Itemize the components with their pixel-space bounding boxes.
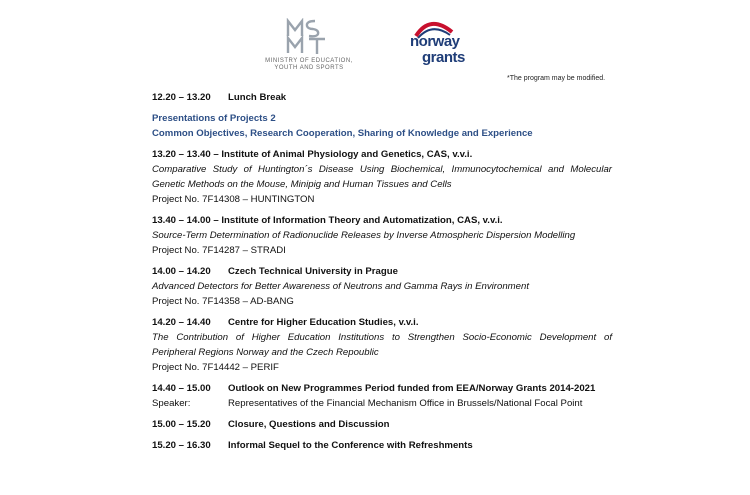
project-3-title: Czech Technical University in Prague <box>228 266 398 277</box>
project-4-heading <box>152 315 612 330</box>
program-content <box>152 90 612 453</box>
project-4-time: 14.20 – 14.40 <box>152 317 211 328</box>
msmt-caption <box>253 58 365 72</box>
project-3-heading <box>152 264 612 279</box>
msmt-caption-line1: MINISTRY OF EDUCATION, <box>265 58 353 64</box>
project-block-3 <box>152 264 612 309</box>
project-2-number: Project No. 7F14287 – STRADI <box>152 245 286 256</box>
project-4-desc-line2: Peripheral Regions Norway and the Czech Repoublic <box>152 347 379 358</box>
outlook-title: Outlook on New Programmes Period funded from EEA/Norway Grants 2014-2021 <box>228 383 596 394</box>
section-heading-2: Common Objectives, Research Cooperation, Sharing of Knowledge and Experience <box>152 128 533 139</box>
project-2-desc-line1: Source-Term Determination of Radionuclide Releases by Inverse Atmospheric Dispersion Modelling <box>152 230 576 241</box>
lunch-time: 12.20 – 13.20 <box>152 92 211 103</box>
norway-word: norway <box>410 33 460 50</box>
project-block-4 <box>152 315 612 375</box>
project-3-number: Project No. 7F14358 – AD-BANG <box>152 296 294 307</box>
closure-row <box>152 417 612 432</box>
project-4-number: Project No. 7F14442 – PERIF <box>152 362 279 373</box>
msmt-mark-icon <box>285 18 333 56</box>
project-1-heading: 13.20 – 13.40 – Institute of Animal Physiology and Genetics, CAS, v.v.i. <box>152 149 473 160</box>
closure-title: Closure, Questions and Discussion <box>228 419 390 430</box>
outlook-time: 14.40 – 15.00 <box>152 383 211 394</box>
project-3-desc-line1: Advanced Detectors for Better Awareness of Neutrons and Gamma Rays in Environment <box>152 281 529 292</box>
section-heading-1: Presentations of Projects 2 <box>152 113 276 124</box>
norway-grants-logo <box>402 18 482 68</box>
project-4-desc-line1: The Contribution of Higher Education Institutions to Strengthen Socio-Economic Development of <box>152 332 612 343</box>
project-1-desc-line2: Genetic Methods on the Mouse, Minipig and Human Tissues and Cells <box>152 179 452 190</box>
closure-time: 15.00 – 15.20 <box>152 419 211 430</box>
msmt-logo <box>253 18 365 74</box>
project-1-desc-line1: Comparative Study of Huntington´s Disease Using Biochemical, Immunocytochemical and Molecular <box>152 164 612 175</box>
lunch-row <box>152 90 612 105</box>
speaker-text: Representatives of the Financial Mechanism Office in Brussels/National Focal Point <box>228 398 583 409</box>
program-note: *The program may be modified. <box>507 75 606 82</box>
project-2-heading: 13.40 – 14.00 – Institute of Information Theory and Automatization, CAS, v.v.i. <box>152 215 503 226</box>
project-4-title: Centre for Higher Education Studies, v.v.i. <box>228 317 419 328</box>
outlook-speaker <box>152 396 612 411</box>
outlook-block <box>152 381 612 411</box>
speaker-label: Speaker: <box>152 398 191 409</box>
sequel-row <box>152 438 612 453</box>
grants-word: grants <box>422 49 465 66</box>
msmt-caption-line2: YOUTH AND SPORTS <box>274 65 344 71</box>
outlook-heading <box>152 381 612 396</box>
project-3-time: 14.00 – 14.20 <box>152 266 211 277</box>
project-1-number: Project No. 7F14308 – HUNTINGTON <box>152 194 315 205</box>
sequel-time: 15.20 – 16.30 <box>152 440 211 451</box>
sequel-title: Informal Sequel to the Conference with Refreshments <box>228 440 473 451</box>
project-block-1 <box>152 147 612 207</box>
lunch-title: Lunch Break <box>228 92 287 103</box>
project-block-2 <box>152 213 612 258</box>
